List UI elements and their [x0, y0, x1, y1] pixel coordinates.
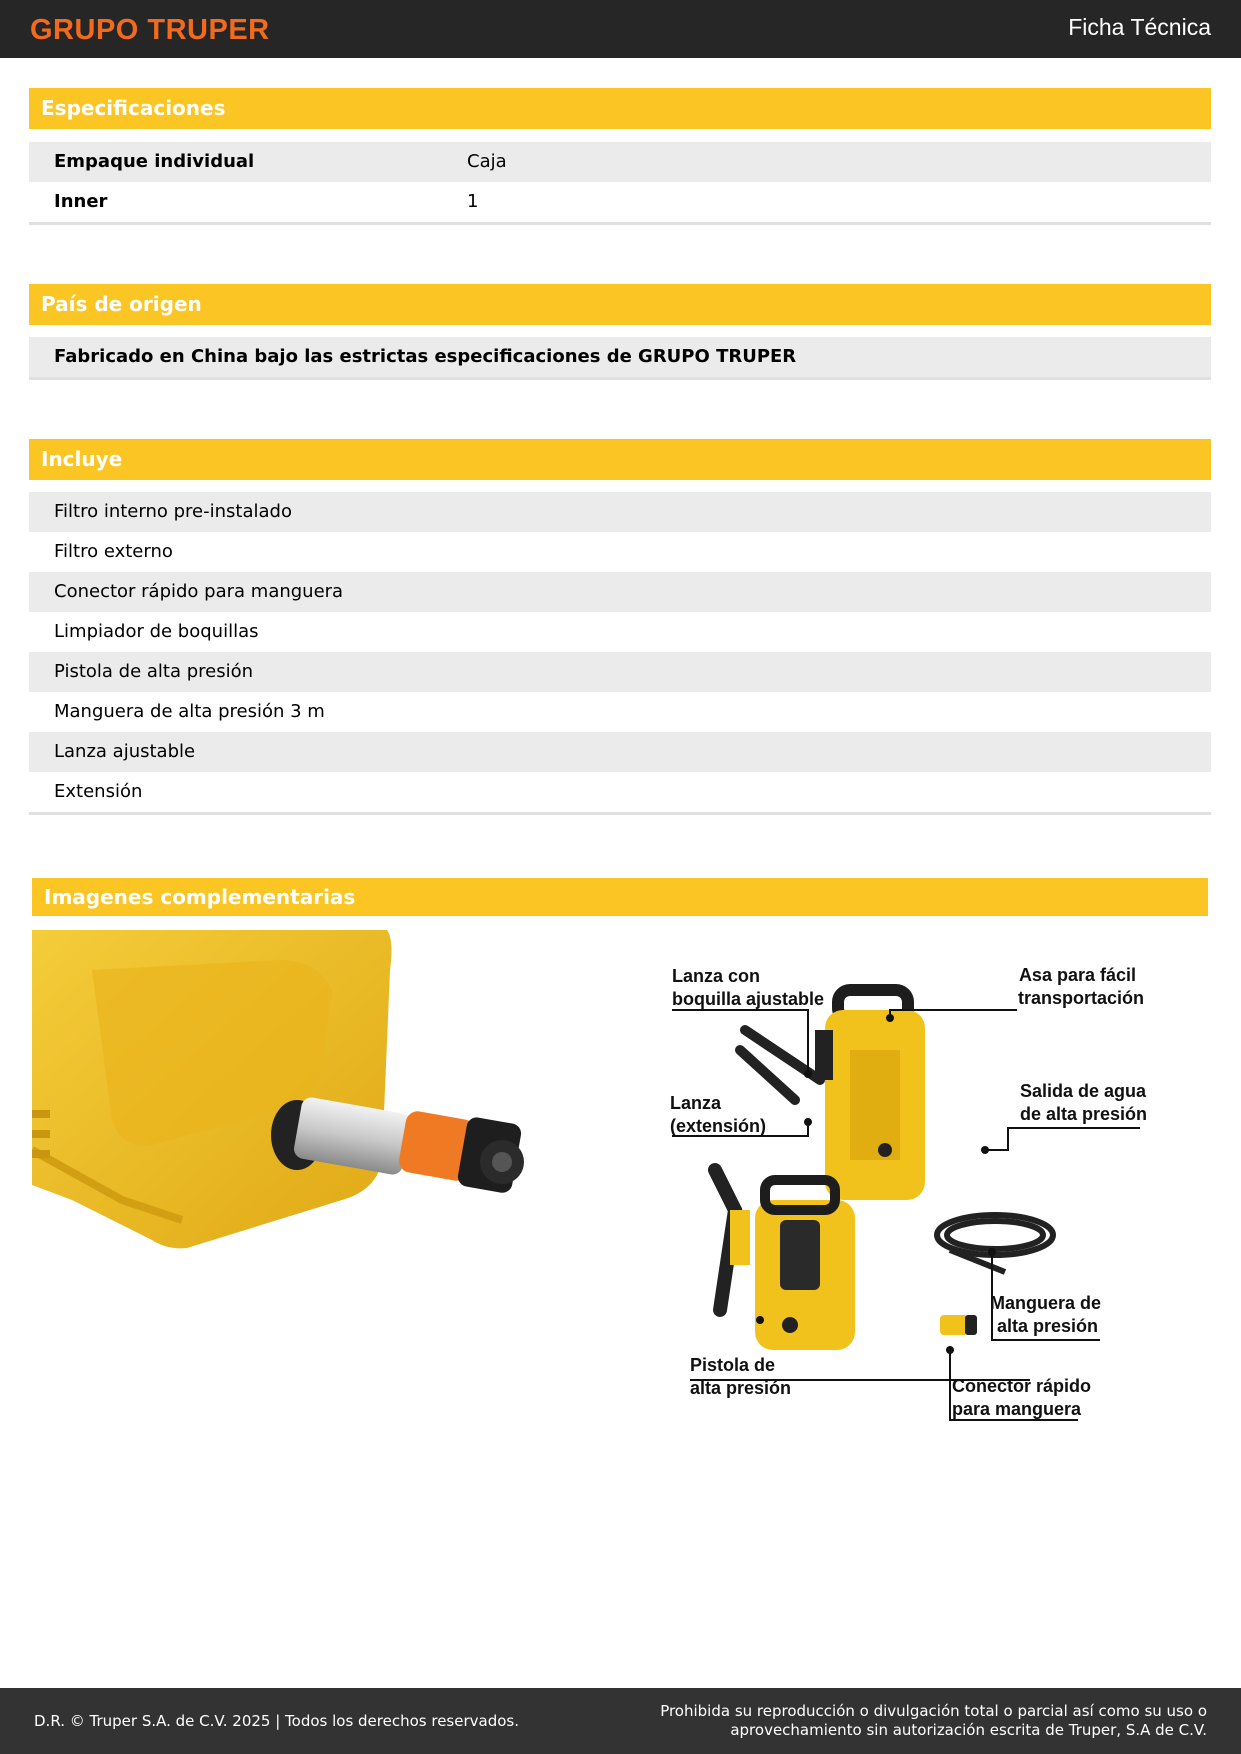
list-item — [29, 692, 1211, 732]
origin-text: Fabricado en China bajo las estrictas especificaciones de GRUPO TRUPER — [54, 346, 797, 367]
spec-row — [29, 142, 1211, 182]
list-item — [29, 572, 1211, 612]
legal-line: Prohibida su reproducción o divulgación total o parcial así como su uso o — [660, 1702, 1207, 1720]
legal-notice — [660, 1702, 1207, 1740]
callout-lanza-extension: Lanza (extensión) — [670, 1093, 767, 1136]
section-divider — [29, 222, 1211, 225]
list-item-text: Manguera de alta presión 3 m — [54, 701, 325, 722]
list-item — [29, 532, 1211, 572]
list-item-text: Conector rápido para manguera — [54, 581, 344, 602]
list-item-text: Lanza ajustable — [54, 741, 196, 762]
list-item-text: Limpiador de boquillas — [54, 621, 259, 642]
section-header-imagenes — [32, 878, 1208, 916]
document-title: Ficha Técnica — [1068, 14, 1211, 40]
hose-illustration — [937, 1215, 1053, 1272]
list-item — [29, 732, 1211, 772]
callout-conector: Conector rápido para manguera — [952, 1376, 1092, 1419]
list-item-text: Filtro interno pre-instalado — [54, 501, 292, 522]
section-header-incluye — [29, 439, 1211, 480]
list-item — [29, 652, 1211, 692]
list-item-text: Extensión — [54, 781, 143, 802]
list-item-text: Pistola de alta presión — [54, 661, 254, 682]
section-header-especificaciones — [29, 88, 1211, 129]
spec-value: 1 — [467, 191, 479, 212]
section-title: País de origen — [41, 292, 202, 316]
spec-row — [29, 182, 1211, 222]
spec-label: Empaque individual — [54, 151, 255, 172]
section-title: Imagenes complementarias — [44, 885, 356, 909]
quick-connector-illustration — [940, 1315, 977, 1335]
section-divider — [29, 812, 1211, 815]
callout-salida: Salida de agua de alta presión — [1020, 1081, 1148, 1124]
callout-asa: Asa para fácil transportación — [1018, 965, 1145, 1008]
section-header-origen — [29, 284, 1211, 325]
spec-value: Caja — [467, 151, 507, 172]
list-item — [29, 772, 1211, 812]
callout-manguera: Manguera de alta presión — [990, 1293, 1102, 1336]
washer-bottom-illustration — [715, 1170, 855, 1350]
top-header-bar — [0, 0, 1241, 58]
callout-lanza-boquilla: Lanza con boquilla ajustable — [672, 966, 825, 1009]
section-divider — [29, 377, 1211, 380]
origin-row — [29, 337, 1211, 377]
legal-line: aprovechamiento sin autorización escrita de Truper, S.A de C.V. — [730, 1721, 1207, 1739]
section-title: Incluye — [41, 447, 123, 471]
copyright-text: D.R. © Truper S.A. de C.V. 2025 | Todos los derechos reservados. — [34, 1712, 519, 1730]
brand-logo: GRUPO TRUPER — [30, 14, 270, 46]
callout-pistola: Pistola de alta presión — [690, 1355, 792, 1398]
spec-label: Inner — [54, 191, 108, 212]
washer-top-illustration — [815, 990, 925, 1200]
page-footer — [0, 1688, 1241, 1754]
list-item-text: Filtro externo — [54, 541, 173, 562]
section-title: Especificaciones — [41, 96, 226, 120]
filter-connector-image — [32, 930, 552, 1250]
list-item — [29, 612, 1211, 652]
list-item — [29, 492, 1211, 532]
